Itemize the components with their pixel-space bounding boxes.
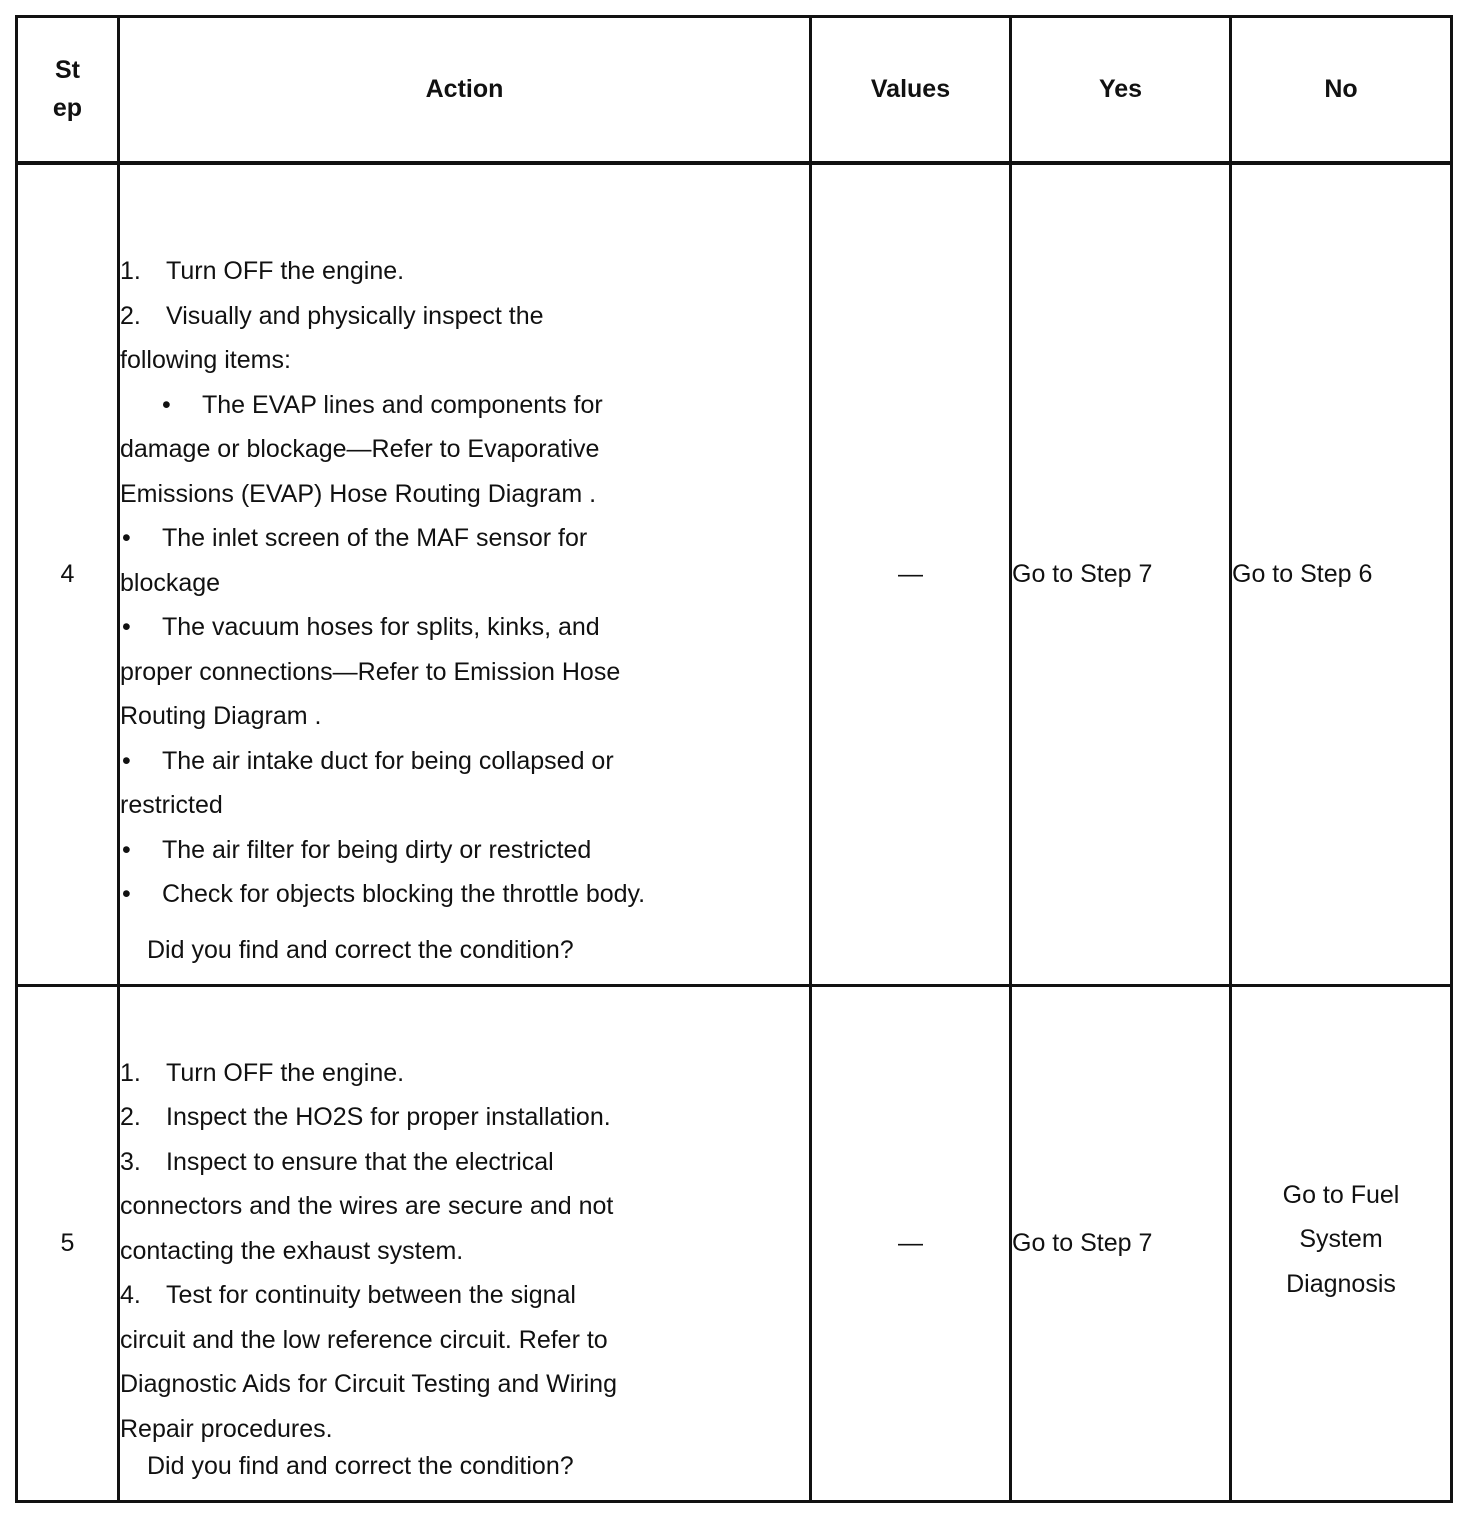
- no-cell: [1231, 986, 1452, 1502]
- action-line-text: damage or blockage—Refer to Evaporative: [120, 435, 600, 463]
- header-step: St ep: [17, 17, 119, 163]
- action-cell: [119, 163, 811, 986]
- action-line: [120, 1051, 809, 1096]
- action-lines: [120, 232, 809, 917]
- table-row: [17, 163, 1452, 986]
- no-line: Diagnosis: [1286, 1269, 1396, 1298]
- action-line-text: The EVAP lines and components for: [202, 390, 603, 419]
- step-number: 5: [17, 986, 119, 1502]
- action-line-text: Emissions (EVAP) Hose Routing Diagram .: [120, 479, 597, 508]
- action-line-text: Routing Diagram .: [120, 702, 322, 730]
- no-cell: Go to Step 6: [1231, 163, 1452, 986]
- question-text: Did you find and correct the condition?: [147, 1452, 574, 1480]
- bullet-icon: •: [122, 835, 131, 864]
- action-line-text: blockage: [120, 568, 221, 597]
- action-line-text: The vacuum hoses for splits, kinks, and: [162, 613, 600, 641]
- action-line: [120, 1229, 809, 1274]
- bullet-icon: •: [122, 746, 131, 775]
- header-yes: Yes: [1011, 17, 1231, 163]
- bullet-icon: •: [122, 524, 131, 552]
- action-line: [120, 650, 809, 695]
- action-line: [120, 1184, 809, 1229]
- action-line-text: following items:: [120, 346, 291, 374]
- question-text: Did you find and correct the condition?: [147, 936, 574, 964]
- step-number-marker: 2.: [120, 1103, 141, 1132]
- action-line-text: Turn OFF the engine.: [166, 1058, 405, 1087]
- action-line: [120, 561, 809, 606]
- action-line: [120, 828, 809, 873]
- action-line-text: Repair procedures.: [120, 1414, 333, 1443]
- action-line: [120, 1318, 809, 1363]
- diagnostic-table: [15, 15, 1453, 1503]
- action-line-text: Check for objects blocking the throttle body.: [162, 880, 646, 908]
- step-number-marker: 4.: [120, 1281, 141, 1310]
- action-line: [120, 294, 809, 339]
- table-row: [17, 986, 1452, 1502]
- step-number: 4: [17, 163, 119, 986]
- action-line-text: circuit and the low reference circuit. Refer to: [120, 1325, 608, 1354]
- yes-cell: Go to Step 7: [1011, 163, 1231, 986]
- step-number-marker: 2.: [120, 301, 141, 330]
- bullet-icon: •: [122, 880, 131, 908]
- action-line: [120, 338, 809, 383]
- values-cell: —: [811, 986, 1011, 1502]
- action-line: [120, 1095, 809, 1140]
- action-line-text: restricted: [120, 791, 223, 819]
- step-number-marker: 1.: [120, 1058, 141, 1087]
- action-line-text: The inlet screen of the MAF sensor for: [162, 524, 588, 552]
- yes-cell: Go to Step 7: [1011, 986, 1231, 1502]
- action-line: [120, 383, 809, 428]
- action-lines: [120, 1036, 809, 1452]
- action-line-text: Inspect the HO2S for proper installation.: [166, 1103, 611, 1132]
- step-number-marker: 1.: [120, 257, 141, 285]
- action-line-text: proper connections—Refer to Emission Hose: [120, 657, 621, 686]
- action-line-text: The air intake duct for being collapsed or: [162, 746, 614, 775]
- action-cell: [119, 986, 811, 1502]
- action-line: [120, 694, 809, 739]
- action-line: [120, 1273, 809, 1318]
- action-line-text: The air filter for being dirty or restricted: [162, 835, 592, 864]
- action-line-text: contacting the exhaust system.: [120, 1236, 464, 1265]
- action-line: [120, 1362, 809, 1407]
- values-cell: —: [811, 163, 1011, 986]
- action-line: [120, 783, 809, 828]
- action-line: [120, 872, 809, 917]
- header-no: No: [1231, 17, 1452, 163]
- action-line: [120, 427, 809, 472]
- action-line: [120, 249, 809, 294]
- action-line: [120, 1407, 809, 1452]
- action-line: [120, 739, 809, 784]
- action-line: [120, 1140, 809, 1185]
- action-line: [120, 472, 809, 517]
- no-line: Go to Fuel: [1282, 1180, 1400, 1209]
- header-action: Action: [119, 17, 811, 163]
- step-number-marker: 3.: [120, 1147, 141, 1176]
- action-line-text: Visually and physically inspect the: [166, 301, 544, 330]
- action-line-text: Inspect to ensure that the electrical: [166, 1147, 554, 1176]
- action-line-text: connectors and the wires are secure and not: [120, 1192, 614, 1221]
- bullet-icon: •: [162, 390, 171, 419]
- action-line: [120, 516, 809, 561]
- header-row: [17, 17, 1452, 163]
- bullet-icon: •: [122, 613, 131, 641]
- header-values: Values: [811, 17, 1011, 163]
- no-line: System: [1299, 1225, 1383, 1254]
- action-line-text: Diagnostic Aids for Circuit Testing and Wiring: [120, 1370, 617, 1399]
- action-line: [120, 605, 809, 650]
- action-line-text: Turn OFF the engine.: [166, 257, 405, 285]
- action-line-text: Test for continuity between the signal: [166, 1281, 576, 1310]
